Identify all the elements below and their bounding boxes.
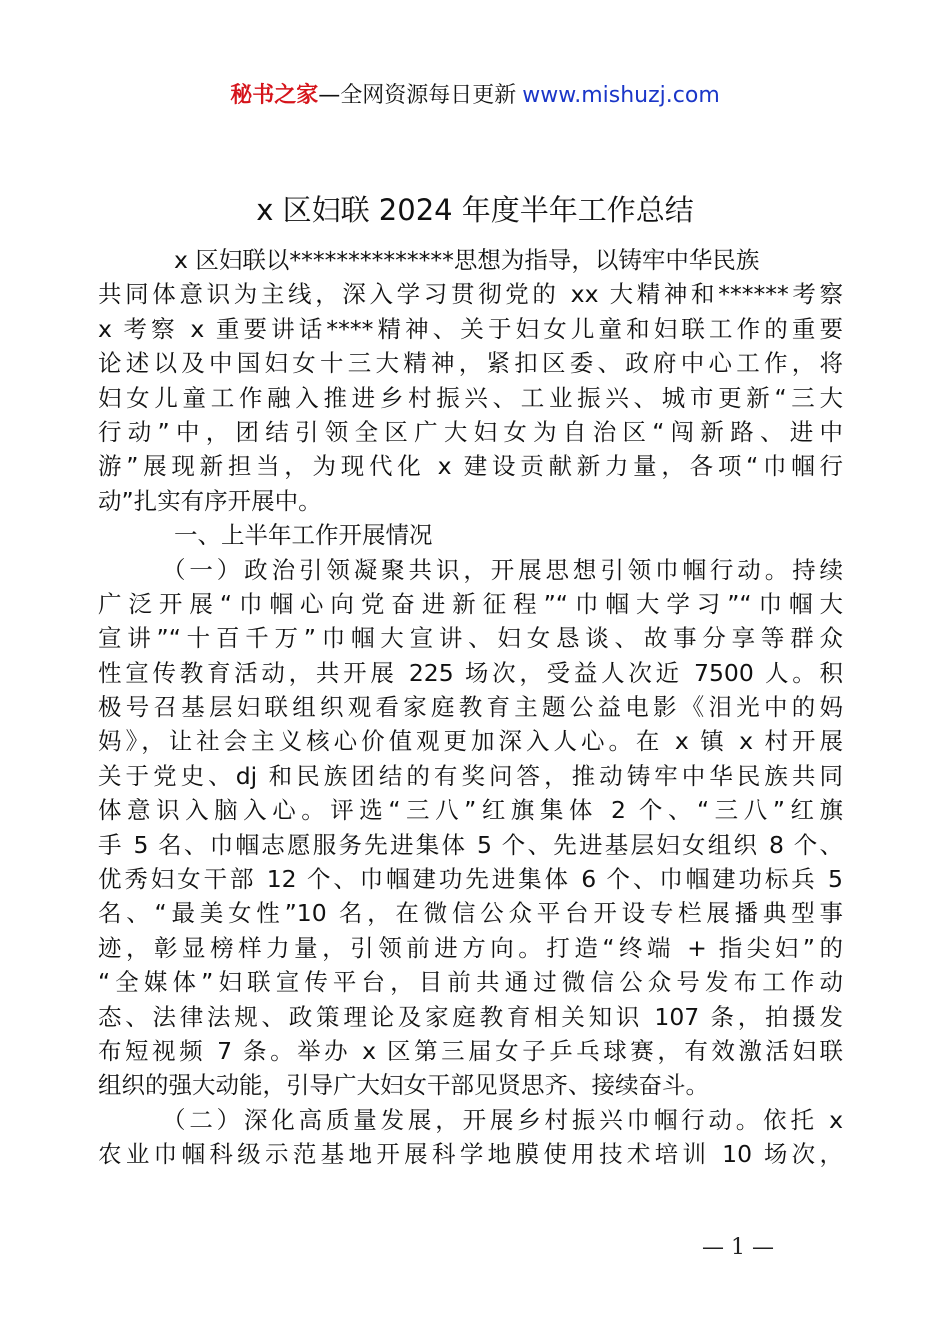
body-line: 手 5 名、巾帼志愿服务先进集体 5 个、先进基层妇女组织 8 个、 [98, 830, 843, 859]
body-line: 动”扎实有序开展中。 [98, 486, 322, 515]
site-url-link[interactable]: www.mishuzj.com [522, 83, 720, 108]
body-line: 论述以及中国妇女十三大精神，紧扣区委、政府中心工作，将 [98, 349, 843, 378]
body-line: 性宣传教育活动，共开展 225 场次，受益人次近 7500 人。积 [98, 658, 843, 687]
document-body [98, 243, 843, 1172]
body-line: x 区妇联以**************思想为指导，以铸牢中华民族 [174, 246, 760, 274]
banner-tagline: —全网资源每日更新 [318, 83, 517, 108]
body-line: 组织的强大动能，引导广大妇女干部见贤思齐、接续奋斗。 [98, 1071, 709, 1100]
subsection-heading: （二）深化高质量发展，开展乡村振兴巾帼行动。依托 x [162, 1105, 843, 1134]
subsection-heading: （一）政治引领凝聚共识，开展思想引领巾帼行动。持续 [162, 555, 843, 584]
body-line: 宣讲”“十百千万”巾帼大宣讲、妇女恳谈、故事分享等群众 [98, 624, 843, 653]
body-line: 关于党史、dj 和民族团结的有奖问答，推动铸牢中华民族共同 [98, 761, 843, 790]
body-line: 妈》，让社会主义核心价值观更加深入人心。在 x 镇 x 村开展 [98, 727, 843, 756]
body-line: 优秀妇女干部 12 个、巾帼建功先进集体 6 个、巾帼建功标兵 5 [98, 865, 843, 894]
body-line: 名、“最美女性”10 名，在微信公众平台开设专栏展播典型事 [98, 899, 843, 928]
brand-name: 秘书之家 [230, 83, 319, 108]
body-line: 妇女儿童工作融入推进乡村振兴、工业振兴、城市更新“三大 [98, 383, 843, 412]
site-banner [0, 80, 950, 112]
page-number: — 1 — [702, 1235, 774, 1260]
section-heading: 一、上半年工作开展情况 [174, 521, 433, 550]
body-line: 体意识入脑入心。评选“三八”红旗集体 2 个、“三八”红旗 [98, 796, 843, 825]
body-line: 农业巾帼科级示范基地开展科学地膜使用技术培训 10 场次， [98, 1140, 843, 1169]
body-line: 游”展现新担当，为现代化 x 建设贡献新力量，各项“巾帼行 [98, 452, 843, 481]
document-title: x 区妇联 2024 年度半年工作总结 [256, 193, 694, 227]
body-line: 共同体意识为主线，深入学习贯彻党的 xx 大精神和******考察 [98, 280, 843, 309]
body-line: 广泛开展“巾帼心向党奋进新征程”“巾帼大学习”“巾帼大 [98, 589, 843, 618]
body-line: 极号召基层妇联组织观看家庭教育主题公益电影《泪光中的妈 [98, 693, 843, 722]
body-line: “全媒体”妇联宣传平台，目前共通过微信公众号发布工作动 [98, 968, 843, 997]
body-line: 布短视频 7 条。举办 x 区第三届女子乒乓球赛，有效激活妇联 [98, 1036, 843, 1065]
body-line: 行动”中，团结引领全区广大妇女为自治区“闯新路、进中 [98, 417, 843, 446]
body-line: 态、法律法规、政策理论及家庭教育相关知识 107 条，拍摄发 [98, 1002, 843, 1031]
body-line: x 考察 x 重要讲话****精神、关于妇女儿童和妇联工作的重要 [98, 314, 843, 343]
body-line: 迹，彰显榜样力量，引领前进方向。打造“终端 + 指尖妇”的 [98, 933, 843, 962]
